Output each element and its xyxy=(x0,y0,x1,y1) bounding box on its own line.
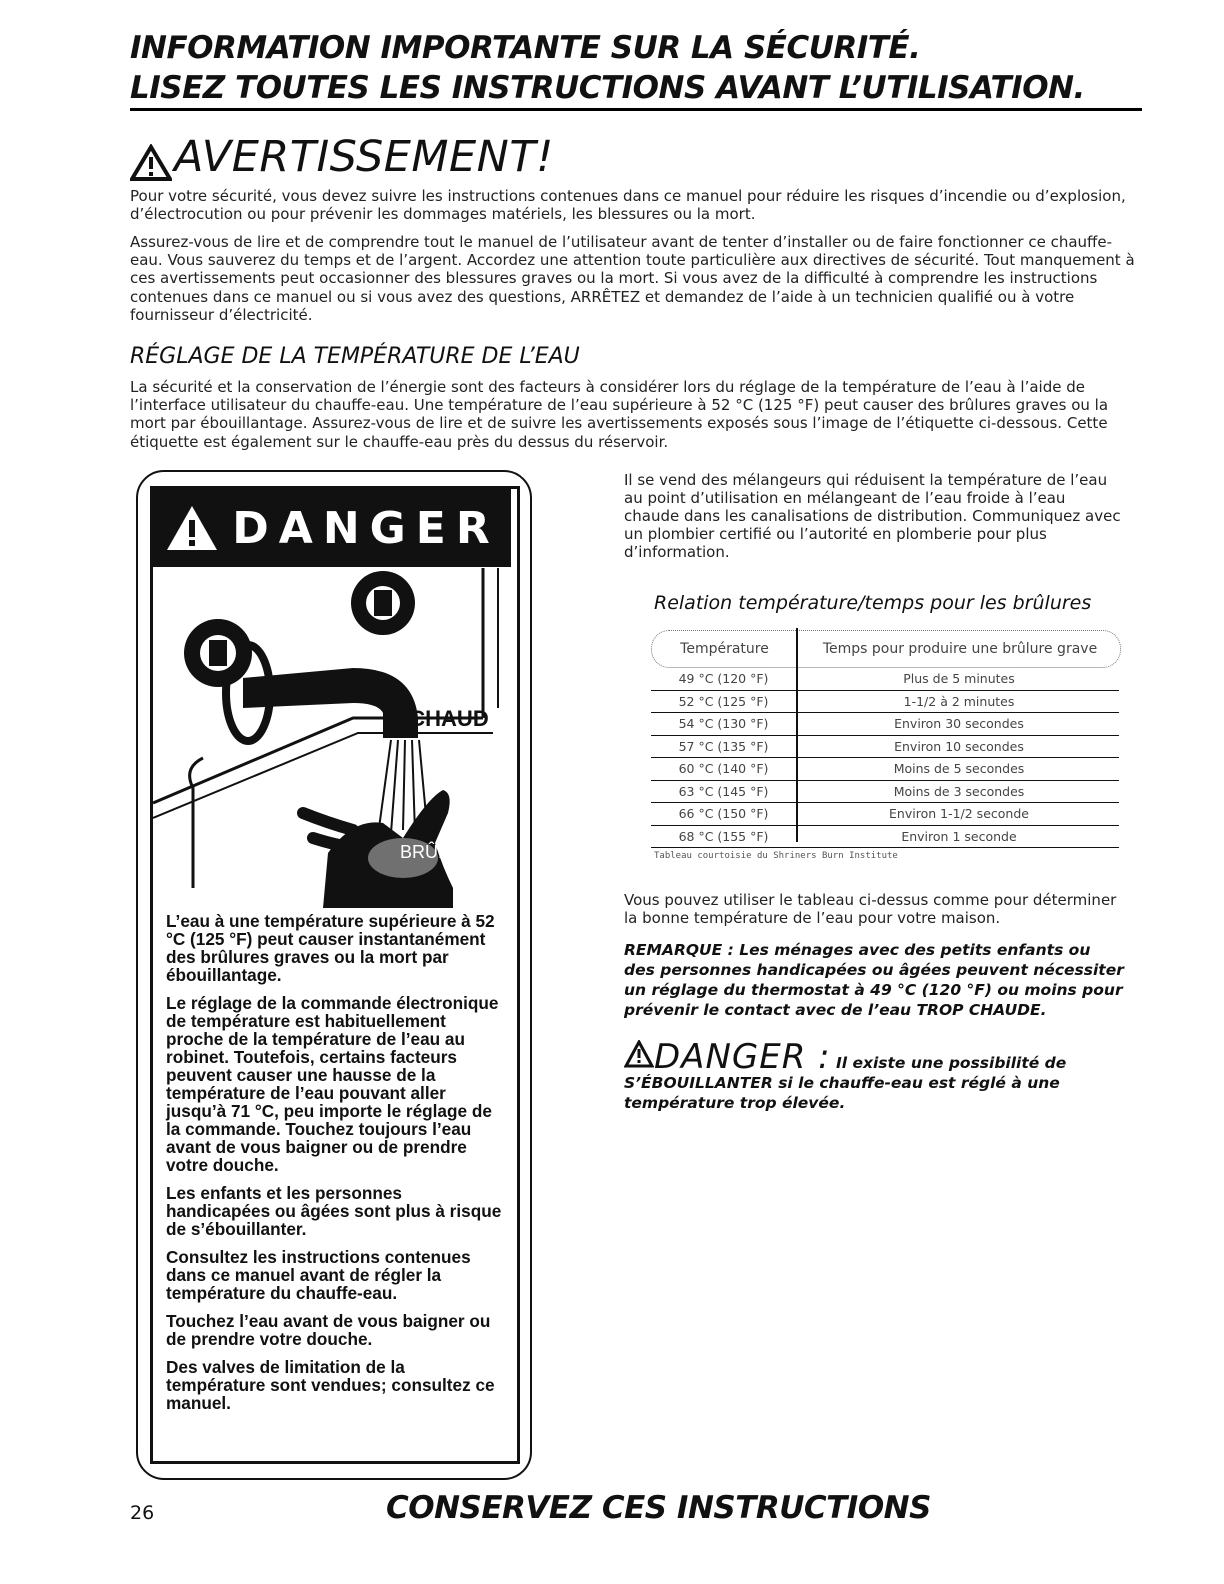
danger-label-text xyxy=(166,912,506,1422)
header-line-1: INFORMATION IMPORTANTE SUR LA SÉCURITÉ. xyxy=(130,30,921,66)
section-intro: La sécurité et la conservation de l’énergie sont des facteurs à considérer lors du réglage de la température de l’eau à l’aide de l’interface utilisateur du chauffe-eau. Une température de l’eau supérieure à 52 °C (125 °F) peut causer des brûlures graves ou la mort par ébouillantage. Assurez-vous de lire et de suivre les avertissements exposés sous l’image de l’étiquette ci-dessous. Cette étiquette est également sur le chauffe-eau près du dessus du réservoir. xyxy=(130,378,1109,451)
danger-banner xyxy=(153,489,511,567)
table-row xyxy=(651,781,1119,804)
warning-triangle-icon xyxy=(130,144,172,182)
danger-banner-text: DANGER xyxy=(232,502,500,554)
table-header xyxy=(651,630,1121,668)
remarque-note: REMARQUE : Les ménages avec des petits enfants ou des personnes handicapées ou âgées peuvent nécessiter un réglage du thermostat à 49 °C (120 °F) ou moins pour prévenir le contact avec de l’eau TROP CHAUDE. xyxy=(624,941,1124,1019)
table-cell-temp: 68 °C (155 °F) xyxy=(678,828,769,844)
burn-text: BRÛLURE xyxy=(399,842,487,862)
table-cell-time: 1-1/2 à 2 minutes xyxy=(903,693,1015,709)
table-row xyxy=(651,803,1119,826)
table-cell-time: Plus de 5 minutes xyxy=(903,671,1015,686)
hot-text: CHAUD xyxy=(409,706,489,731)
page-number: 26 xyxy=(130,1502,155,1524)
table-cell-time: Environ 1-1/2 seconde xyxy=(889,806,1029,821)
footer-title: CONSERVEZ CES INSTRUCTIONS xyxy=(386,1490,931,1526)
faucet-scald-illustration xyxy=(153,568,511,908)
burn-table xyxy=(651,668,1119,848)
danger-note-text: Il existe une possibilité de S’ÉBOUILLANTER si le chauffe-eau est réglé à une température trop élevée. xyxy=(624,1054,1067,1112)
table-row xyxy=(651,691,1119,714)
label-paragraph: L’eau à une température supérieure à 52 °C (125 °F) peut causer instantanément des brûlures graves ou la mort par ébouillantage. xyxy=(166,911,495,985)
table-cell-time: Environ 30 secondes xyxy=(894,716,1024,731)
label-paragraph: Les enfants et les personnes handicapées ou âgées sont plus à risque de s’ébouillanter. xyxy=(166,1183,502,1239)
table-cell-temp: 49 °C (120 °F) xyxy=(678,671,769,686)
label-paragraph: Consultez les instructions contenues dans ce manuel avant de régler la température du chauffe-eau. xyxy=(166,1247,471,1303)
table-row xyxy=(651,713,1119,736)
label-paragraph: Touchez l’eau avant de vous baigner ou de prendre votre douche. xyxy=(166,1311,491,1349)
table-header-time: Temps pour produire une brûlure grave xyxy=(822,641,1098,657)
table-cell-time: Moins de 3 secondes xyxy=(893,783,1025,799)
table-row xyxy=(651,758,1119,781)
danger-note-word: DANGER : xyxy=(654,1037,831,1077)
danger-note xyxy=(624,1037,1144,1113)
table-cell-temp: 57 °C (135 °F) xyxy=(678,738,769,754)
table-cell-time: Moins de 5 secondes xyxy=(893,761,1025,776)
table-cell-temp: 52 °C (125 °F) xyxy=(678,693,769,709)
table-cell-time: Environ 1 seconde xyxy=(901,828,1017,844)
table-row xyxy=(651,668,1119,691)
header-line-2: LISEZ TOUTES LES INSTRUCTIONS AVANT L’UTILISATION. xyxy=(130,70,1085,106)
warning-title xyxy=(130,132,554,182)
table-source: Tableau courtoisie du Shriners Burn Institute xyxy=(654,851,898,861)
table-cell-temp: 60 °C (140 °F) xyxy=(678,761,769,776)
table-cell-temp: 63 °C (145 °F) xyxy=(678,783,769,799)
table-cell-temp: 66 °C (150 °F) xyxy=(678,806,769,821)
header-rule xyxy=(130,108,1142,111)
warning-paragraph-1: Pour votre sécurité, vous devez suivre les instructions contenues dans ce manuel pour réduire les risques d’incendie ou d’explosion, d’électrocution ou pour prévenir les dommages matériels, les blessures ou la mort. xyxy=(130,187,1126,224)
table-row xyxy=(651,826,1119,849)
table-header-temperature: Température xyxy=(680,641,769,657)
label-paragraph: Le réglage de la commande électronique de température est habituellement proche de la température de l’eau au robinet. Toutefois, certains facteurs peuvent causer une hausse de la température de l’eau pouvant aller jusqu’à 71 °C, peu importe le réglage de la commande. Touchez toujours l’eau avant de vous baigner ou de prendre votre douche. xyxy=(166,993,499,1175)
table-row xyxy=(651,736,1119,759)
table-cell-temp: 54 °C (130 °F) xyxy=(678,716,769,731)
mixers-paragraph: Il se vend des mélangeurs qui réduisent la température de l’eau au point d’utilisation en mélangeant de l’eau froide à l’eau chaude dans les canalisations de distribution. Communiquez avec un plombier certifié ou l’autorité en plomberie pour plus d’information. xyxy=(624,471,1121,561)
section-title: RÉGLAGE DE LA TEMPÉRATURE DE L’EAU xyxy=(130,344,580,369)
table-title: Relation température/temps pour les brûlures xyxy=(654,592,1092,614)
warning-title-text: AVERTISSEMENT! xyxy=(174,132,554,182)
warning-paragraph-2: Assurez-vous de lire et de comprendre tout le manuel de l’utilisateur avant de tenter d’installer ou de faire fonctionner ce chauffe-eau. Vous sauverez du temps et de l’argent. Accordez une attention toute particulière aux directives de sécurité. Tout manquement à ces avertissements peut occasionner des blessures graves ou la mort. Si vous avez de la difficulté à comprendre les instructions contenues dans ce manuel ou si vous avez des questions, ARRÊTEZ et demandez de l’aide à un technicien qualifié ou à votre fournisseur d’électricité. xyxy=(130,233,1135,324)
label-paragraph: Des valves de limitation de la température sont vendues; consultez ce manuel. xyxy=(166,1357,495,1413)
use-table-paragraph: Vous pouvez utiliser le tableau ci-dessus comme pour déterminer la bonne température de l’eau pour votre maison. xyxy=(624,891,1117,927)
danger-note-triangle-icon xyxy=(624,1040,654,1068)
table-cell-time: Environ 10 secondes xyxy=(894,738,1024,754)
danger-triangle-icon xyxy=(164,503,220,553)
